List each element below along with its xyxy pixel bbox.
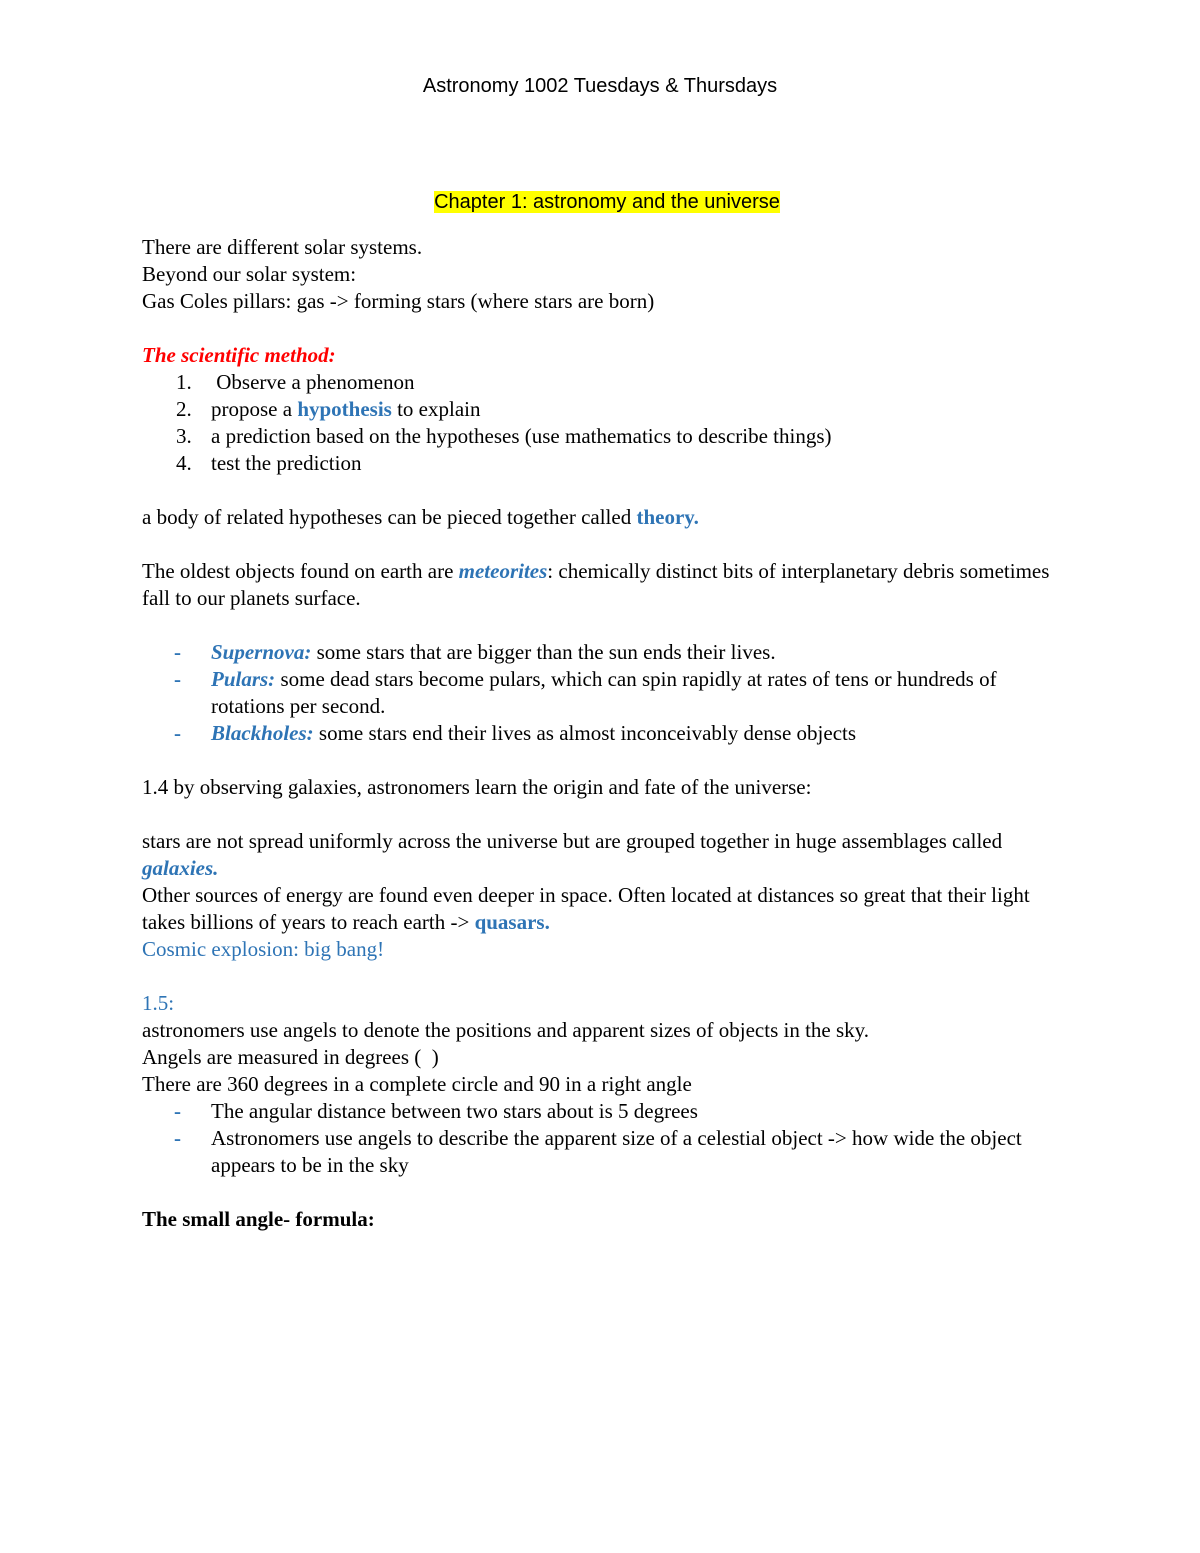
document-body xyxy=(142,188,1072,1233)
list-text: some stars end their lives as almost inconceivably dense objects xyxy=(313,721,857,745)
list-number: 4. xyxy=(176,451,192,475)
term-theory: theory. xyxy=(636,505,699,529)
term-quasars: quasars. xyxy=(474,910,550,934)
term-blackholes: Blackholes: xyxy=(211,721,314,745)
spacer xyxy=(142,747,1072,774)
paragraph-text: a body of related hypotheses can be pieced together called xyxy=(142,505,637,529)
term-galaxies: galaxies. xyxy=(142,856,219,880)
intro-line: Beyond our solar system: xyxy=(142,262,357,286)
list-text: Astronomers use angels to describe the apparent size of a celestial object -> how wide the object appears to be in the sky xyxy=(211,1126,1022,1177)
dash-bullet: - xyxy=(174,1099,181,1123)
big-bang-line: Cosmic explosion: big bang! xyxy=(142,937,385,961)
list-item xyxy=(142,369,1072,396)
spacer xyxy=(142,801,1072,828)
small-angle-heading: The small angle- formula: xyxy=(142,1207,375,1231)
paragraph-text: stars are not spread uniformly across the universe but are grouped together in huge assemblages called xyxy=(142,829,1008,853)
meteorites-paragraph xyxy=(142,558,1072,612)
list-item xyxy=(142,396,1072,423)
scientific-method-list xyxy=(142,369,1072,477)
section-heading-1-5: 1.5: xyxy=(142,991,175,1015)
list-text: some stars that are bigger than the sun ends their lives. xyxy=(311,640,776,664)
spacer xyxy=(142,477,1072,504)
list-item xyxy=(142,1125,1072,1179)
page-header: Astronomy 1002 Tuesdays & Thursdays xyxy=(422,75,778,97)
paragraph-text: : chemically distinct bits of interplanetary debris sometimes fall to our planets surface. xyxy=(142,559,1055,610)
list-item xyxy=(142,423,1072,450)
dash-bullet: - xyxy=(174,721,181,745)
quasars-paragraph xyxy=(142,882,1072,936)
list-text: Observe a phenomenon xyxy=(211,370,415,394)
spacer xyxy=(142,315,1072,342)
star-deaths-list xyxy=(142,639,1072,747)
list-text: propose a xyxy=(211,397,298,421)
list-text: a prediction based on the hypotheses (use mathematics to describe things) xyxy=(211,424,832,448)
chapter-title xyxy=(142,188,1072,216)
term-pulars: Pulars: xyxy=(211,667,276,691)
angles-line: There are 360 degrees in a complete circle and 90 in a right angle xyxy=(142,1072,692,1096)
spacer xyxy=(142,1179,1072,1206)
list-text: to explain xyxy=(391,397,481,421)
paragraph-text: The oldest objects found on earth are xyxy=(142,559,459,583)
galaxies-paragraph xyxy=(142,828,1072,882)
theory-paragraph xyxy=(142,504,1072,531)
dash-bullet: - xyxy=(174,640,181,664)
list-item xyxy=(142,450,1072,477)
list-text: some dead stars become pulars, which can spin rapidly at rates of tens or hundreds of rotations per second. xyxy=(211,667,1002,718)
section-heading-1-4: 1.4 by observing galaxies, astronomers learn the origin and fate of the universe: xyxy=(142,775,812,799)
spacer xyxy=(142,963,1072,990)
list-item xyxy=(142,720,1072,747)
list-item xyxy=(142,639,1072,666)
intro-line: There are different solar systems. xyxy=(142,235,423,259)
list-text: test the prediction xyxy=(211,451,362,475)
spacer xyxy=(142,531,1072,558)
term-meteorites: meteorites xyxy=(458,559,548,583)
term-hypothesis: hypothesis xyxy=(297,397,392,421)
paragraph-text: Other sources of energy are found even deeper in space. Often located at distances so great that their light takes billions of years to reach earth -> xyxy=(142,883,1035,934)
angles-list xyxy=(142,1098,1072,1179)
angles-line: Angels are measured in degrees ( ) xyxy=(142,1045,439,1069)
list-number: 1. xyxy=(176,370,192,394)
list-number: 3. xyxy=(176,424,192,448)
list-item xyxy=(142,666,1072,720)
term-supernova: Supernova: xyxy=(211,640,312,664)
dash-bullet: - xyxy=(174,1126,181,1150)
chapter-title-highlight: Chapter 1: astronomy and the universe xyxy=(434,191,780,213)
scientific-method-heading: The scientific method: xyxy=(142,343,336,367)
list-text: The angular distance between two stars about is 5 degrees xyxy=(211,1099,698,1123)
dash-bullet: - xyxy=(174,667,181,691)
angles-line: astronomers use angels to denote the positions and apparent sizes of objects in the sky. xyxy=(142,1018,870,1042)
spacer xyxy=(142,612,1072,639)
intro-line: Gas Coles pillars: gas -> forming stars (where stars are born) xyxy=(142,289,655,313)
list-item xyxy=(142,1098,1072,1125)
list-number: 2. xyxy=(176,397,192,421)
